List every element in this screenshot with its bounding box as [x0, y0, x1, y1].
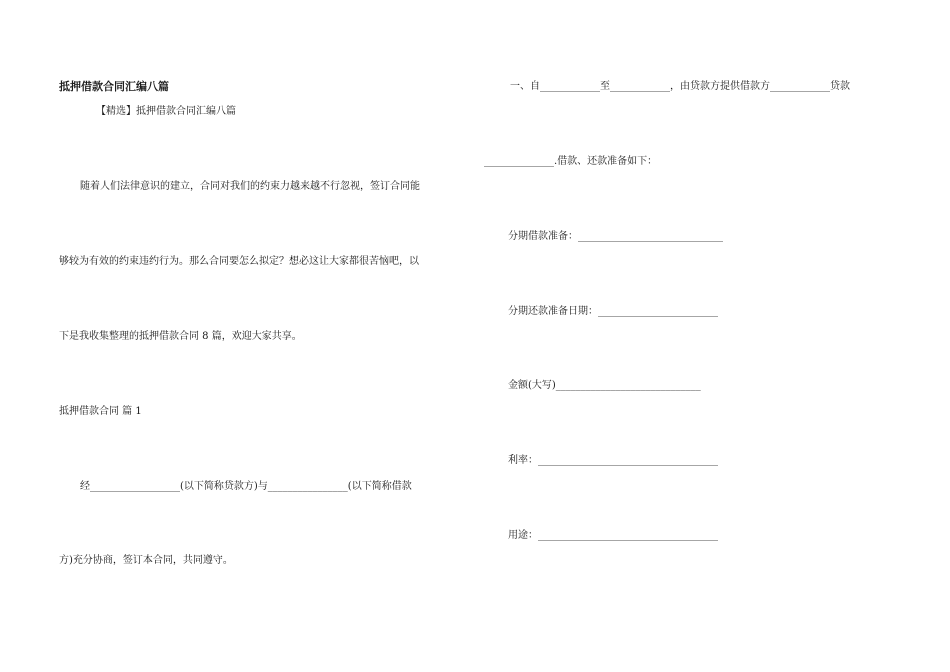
installment-repay-field: 分期还款准备日期：________________________ — [508, 306, 718, 317]
clause-1-line-1: 一、自____________至____________，由贷款方提供借款方____________贷款 — [510, 81, 850, 92]
contract-paragraph-line-1: 经__________________(以下简称贷款方)与________________(以下简称借款 — [80, 481, 412, 492]
intro-paragraph-line-1: 随着人们法律意识的建立，合同对我们的约束力越来越不行忽视，签订合同能 — [80, 181, 420, 192]
document-subtitle: 【精选】抵押借款合同汇编八篇 — [96, 106, 236, 117]
interest-field: 利率：____________________________________ — [508, 455, 718, 466]
section-heading: 抵押借款合同 篇 1 — [59, 406, 142, 417]
clause-1-line-2: ______________.借款、还款准备如下： — [484, 156, 658, 167]
intro-paragraph-line-2: 够较为有效的约束违约行为。那么合同要怎么拟定？想必这让大家都很苦恼吧，以 — [59, 256, 419, 267]
amount-field: 金额(大写)_____________________________ — [508, 380, 701, 391]
intro-paragraph-line-3: 下是我收集整理的抵押借款合同 8 篇，欢迎大家共享。 — [59, 331, 302, 342]
purpose-field: 用途：____________________________________ — [508, 530, 718, 541]
installment-borrow-field: 分期借款准备：_____________________________ — [508, 231, 723, 242]
contract-paragraph-line-2: 方)充分协商，签订本合同，共同遵守。 — [59, 555, 233, 566]
document-title: 抵押借款合同汇编八篇 — [59, 80, 169, 93]
